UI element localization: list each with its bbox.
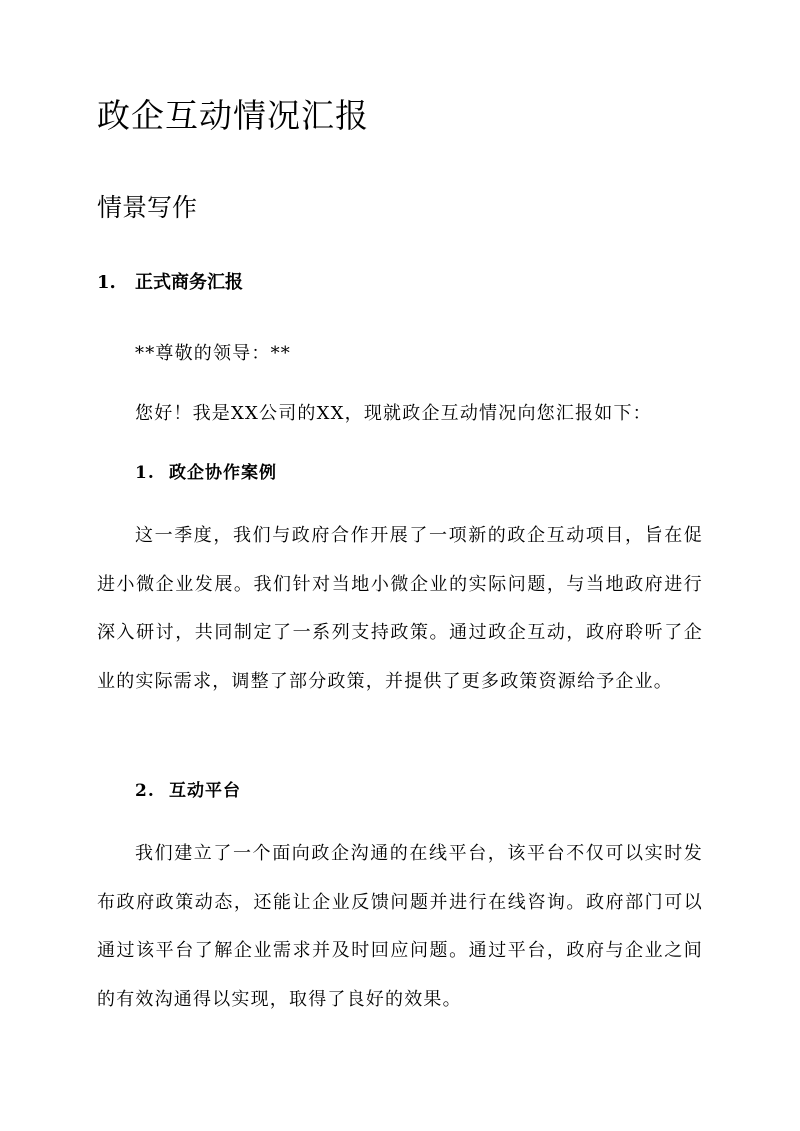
item-title: 互动平台 bbox=[169, 781, 241, 801]
item-number: 1. bbox=[135, 463, 155, 483]
greeting: 您好！我是XX公司的XX，现就政企互动情况向您汇报如下： bbox=[135, 403, 652, 424]
item-body: 这一季度，我们与政府合作开展了一项新的政企互动项目，旨在促进小微企业发展。我们针对当地小微企业的实际问题，与当地政府进行深入研讨，共同制定了一系列支持政策。通过政企互动，政府聆听了企业的实际需求，调整了部分政策，并提供了更多政策资源给予企业。 bbox=[97, 525, 703, 692]
subsection-heading bbox=[97, 268, 243, 298]
document-title: 政企互动情况汇报 bbox=[97, 96, 369, 135]
item-heading bbox=[135, 776, 241, 806]
salutation: **尊敬的领导：** bbox=[135, 343, 291, 364]
item-title: 政企协作案例 bbox=[169, 463, 277, 483]
subsection-title: 正式商务汇报 bbox=[135, 272, 243, 293]
item-body: 我们建立了一个面向政企沟通的在线平台，该平台不仅可以实时发布政府政策动态，还能让企业反馈问题并进行在线咨询。政府部门可以通过该平台了解企业需求并及时回应问题。通过平台，政府与企业之间的有效沟通得以实现，取得了良好的效果。 bbox=[97, 843, 703, 1010]
item-heading bbox=[135, 458, 277, 488]
item-number: 2. bbox=[135, 781, 155, 801]
section-title: 情景写作 bbox=[97, 193, 198, 222]
subsection-number: 1. bbox=[97, 272, 116, 293]
